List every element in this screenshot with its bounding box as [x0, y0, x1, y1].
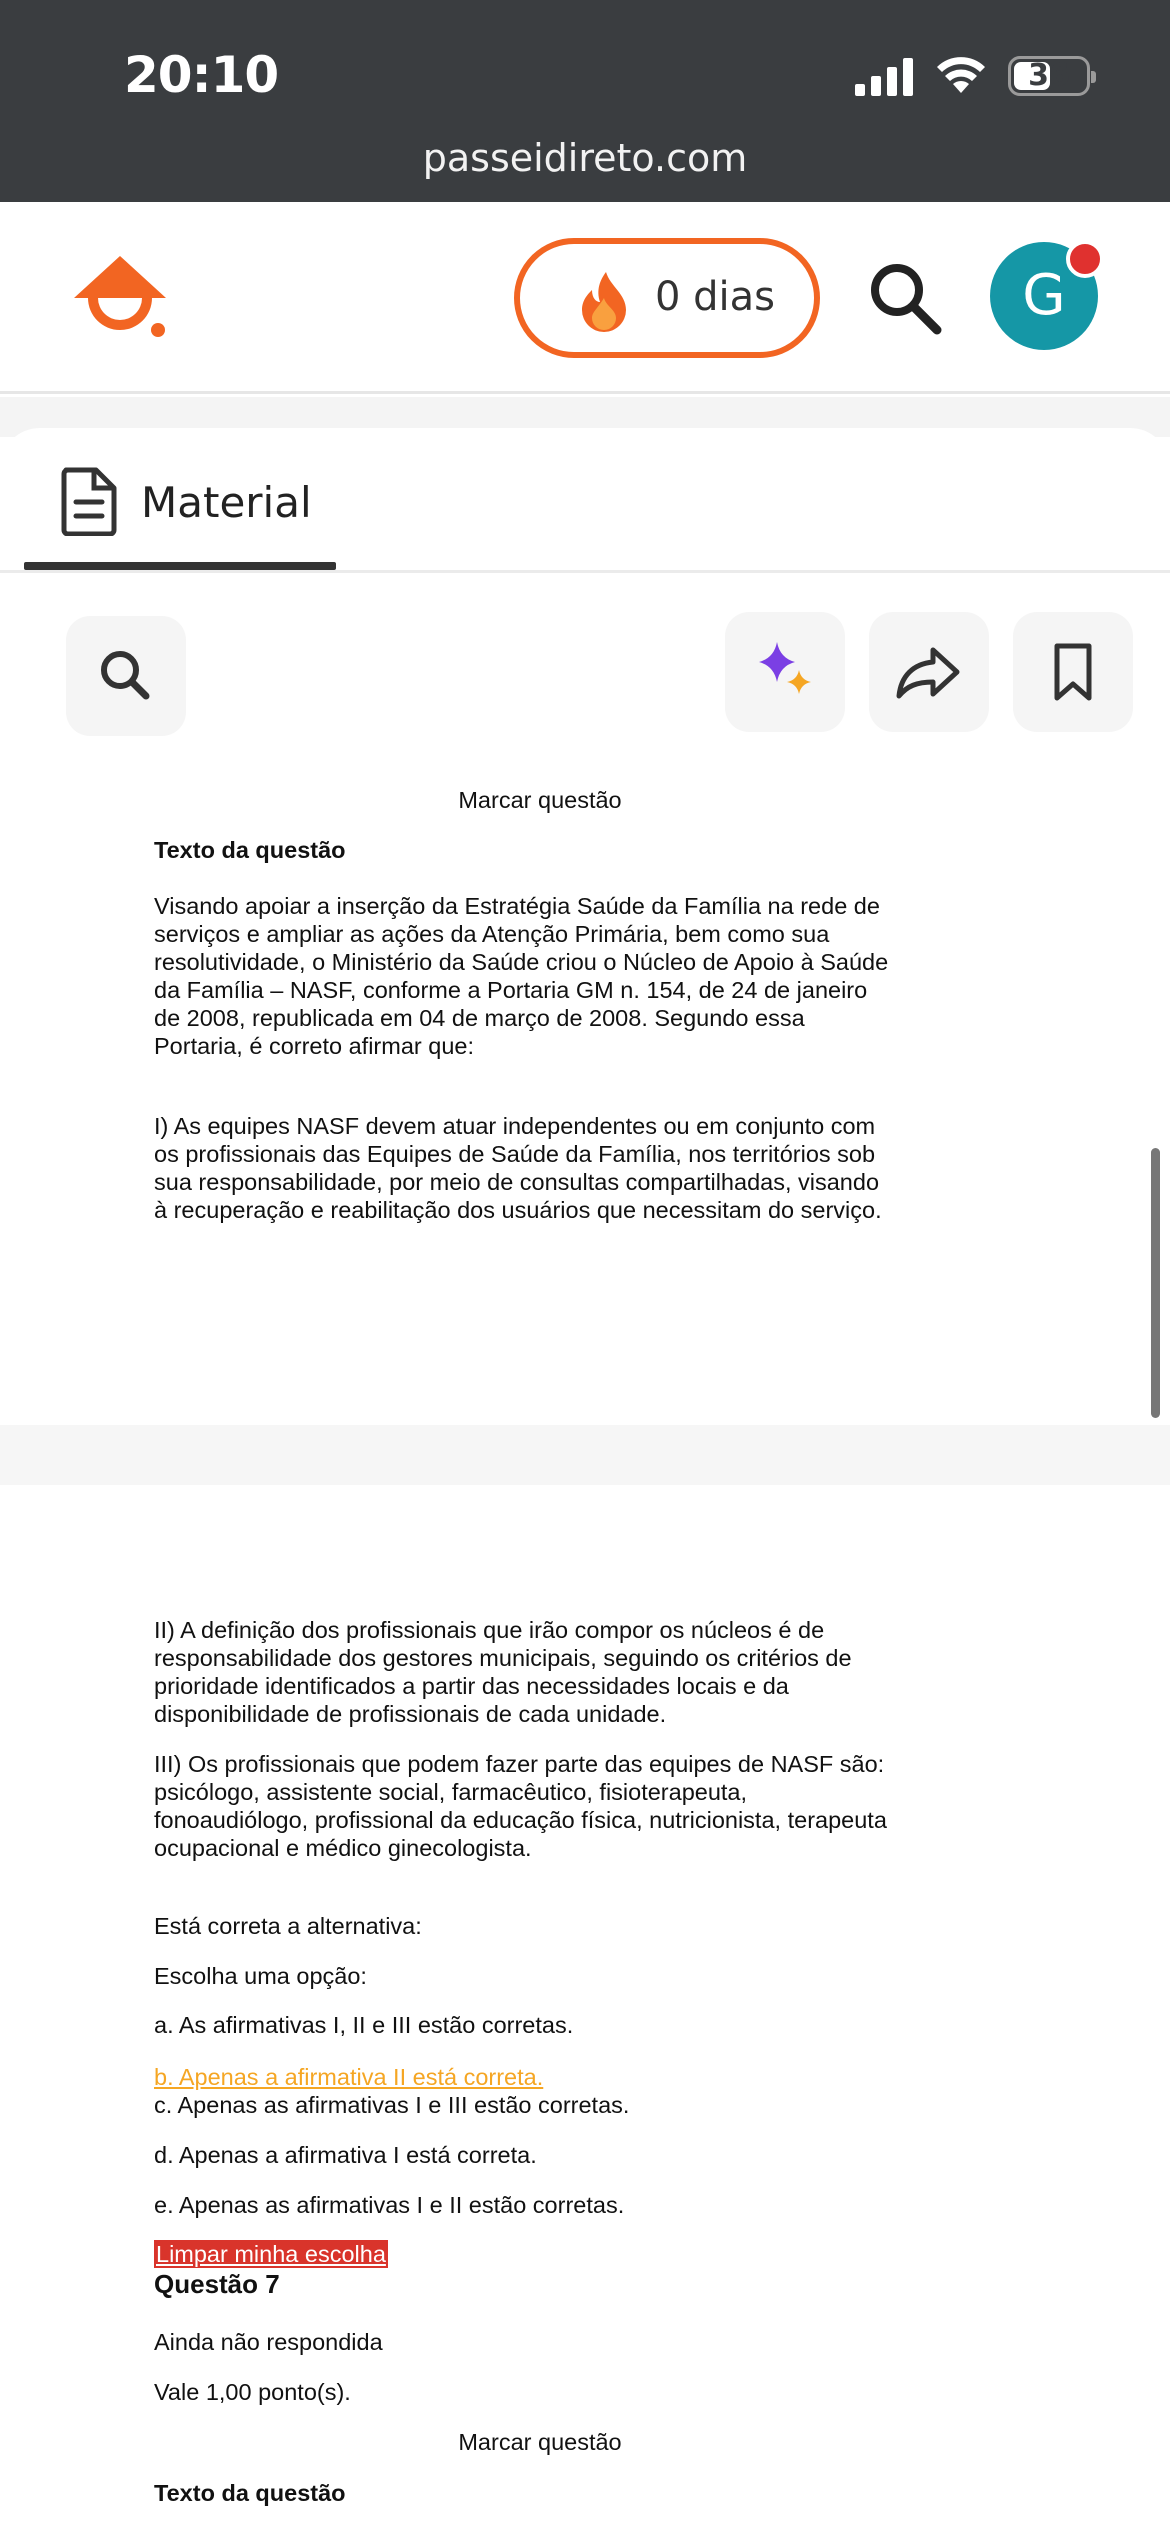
paragraph-line: da Família – NASF, conforme a Portaria GM n. 154, de 24 de janeiro [154, 977, 868, 1003]
question-7-heading: Questão 7 [154, 2269, 280, 2299]
paragraph-line: serviços e ampliar as ações da Atenção Primária, bem como sua [154, 921, 830, 947]
ai-assistant-button[interactable] [725, 612, 845, 732]
answer-option-b-selected[interactable]: b. Apenas a afirmativa II está correta. [154, 2064, 544, 2090]
avatar[interactable] [990, 242, 1098, 350]
item-line: os profissionais das Equipes de Saúde da Família, nos territórios sob [154, 1141, 876, 1167]
notification-dot [1066, 240, 1104, 278]
share-icon [891, 634, 967, 710]
active-tab-indicator [24, 562, 336, 570]
passei-direto-logo-icon[interactable] [72, 254, 168, 342]
flame-icon [576, 270, 632, 332]
battery-icon [1008, 56, 1090, 96]
paragraph-line: resolutividade, o Ministério da Saúde criou o Núcleo de Apoio à Saúde [154, 949, 889, 975]
item-line: responsabilidade dos gestores municipais, seguindo os critérios de [154, 1645, 852, 1671]
wifi-icon [935, 55, 987, 95]
item-line: prioridade identificados a partir das necessidades locais e da [154, 1673, 789, 1699]
bookmark-button[interactable] [1013, 612, 1133, 732]
item-line: psicólogo, assistente social, farmacêutico, fisioterapeuta, [154, 1779, 748, 1805]
clear-choice-link[interactable]: Limpar minha escolha [156, 2241, 386, 2267]
document-icon [60, 466, 118, 536]
question-text-heading: Texto da questão [154, 837, 346, 863]
clear-choice-row [154, 2240, 934, 2268]
page-separator [0, 1425, 1170, 1485]
item-line: I) As equipes NASF devem atuar independentes ou em conjunto com [154, 1113, 876, 1139]
correct-alternative-prompt: Está correta a alternativa: [154, 1913, 422, 1939]
mark-question-link[interactable]: Marcar questão [458, 2429, 622, 2455]
paragraph-line: de 2008, republicada em 04 de março de 2008. Segundo essa [154, 1005, 805, 1031]
search-icon[interactable] [865, 258, 945, 338]
item-line: III) Os profissionais que podem fazer parte das equipes de NASF são: [154, 1751, 885, 1777]
mark-question-link[interactable]: Marcar questão [458, 787, 622, 813]
item-line: ocupacional e médico ginecologista. [154, 1835, 532, 1861]
paragraph-line: Portaria, é correto afirmar que: [154, 1033, 474, 1059]
address-bar-url[interactable]: passeidireto.com [422, 136, 748, 180]
avatar-letter: G [1022, 263, 1066, 328]
tabs-divider [0, 570, 1170, 573]
answer-option-a[interactable]: a. As afirmativas I, II e III estão corretas. [154, 2012, 574, 2038]
streak-button[interactable] [514, 238, 820, 358]
item-line: disponibilidade de profissionais de cada unidade. [154, 1701, 667, 1727]
question-text-heading: Texto da questão [154, 2480, 346, 2506]
item-line: à recuperação e reabilitação dos usuários que necessitam do serviço. [154, 1197, 882, 1223]
tab-material[interactable] [24, 440, 336, 570]
ai-sparkle-icon [747, 634, 823, 710]
answer-status: Ainda não respondida [154, 2329, 383, 2355]
bookmark-icon [1035, 634, 1111, 710]
battery-level: 36 [1028, 58, 1070, 93]
scrollbar[interactable] [1151, 1148, 1160, 1418]
status-time: 20:10 [124, 46, 279, 104]
search-icon [88, 638, 164, 714]
answer-option-c[interactable]: c. Apenas as afirmativas I e III estão corretas. [154, 2092, 630, 2118]
answer-option-d[interactable]: d. Apenas a afirmativa I está correta. [154, 2142, 537, 2168]
answer-option-e[interactable]: e. Apenas as afirmativas I e II estão corretas. [154, 2192, 625, 2218]
streak-label: 0 dias [655, 274, 776, 320]
item-line: sua responsabilidade, por meio de consultas compartilhadas, visando [154, 1169, 880, 1195]
status-bar [0, 0, 1170, 202]
share-button[interactable] [869, 612, 989, 732]
question-points: Vale 1,00 ponto(s). [154, 2379, 351, 2405]
item-line: II) A definição dos profissionais que irão compor os núcleos é de [154, 1617, 825, 1643]
cellular-signal-icon [855, 58, 915, 96]
paragraph-line: Visando apoiar a inserção da Estratégia Saúde da Família na rede de [154, 893, 880, 919]
item-line: fonoaudiólogo, profissional da educação física, nutricionista, terapeuta [154, 1807, 887, 1833]
app-header [0, 202, 1170, 394]
tab-material-label: Material [141, 478, 312, 527]
choose-option-label: Escolha uma opção: [154, 1963, 367, 1989]
search-document-button[interactable] [66, 616, 186, 736]
